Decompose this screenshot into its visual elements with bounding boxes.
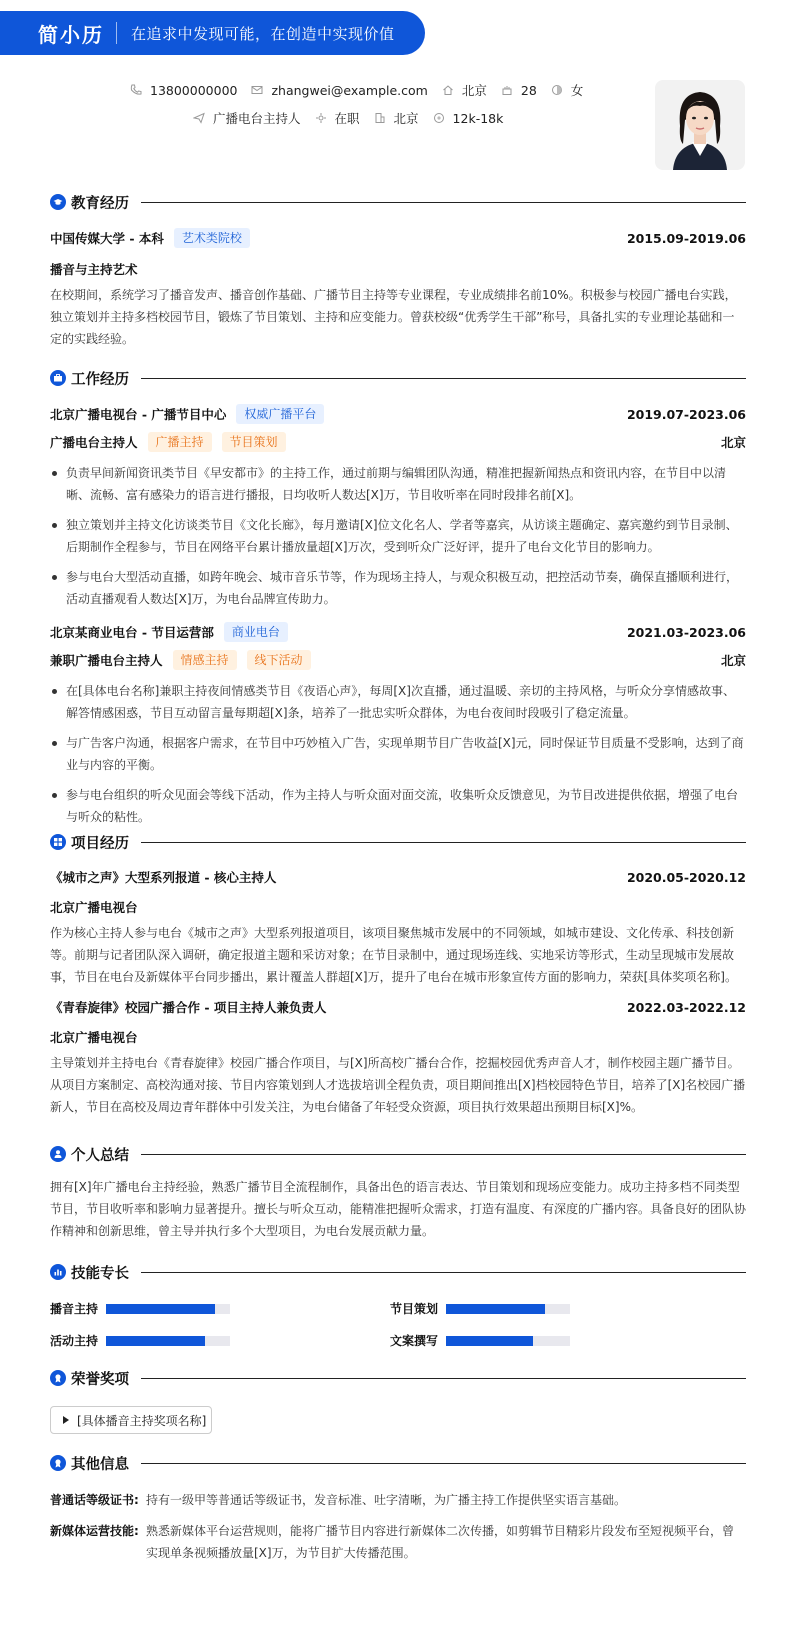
skill-bar (446, 1336, 570, 1346)
section-divider (141, 1463, 746, 1464)
education-entry-head (50, 228, 746, 248)
section-title: 个人总结 (71, 1147, 129, 1164)
building-icon (374, 112, 386, 124)
other-header (50, 1453, 746, 1473)
position-item (193, 109, 301, 127)
work-section (50, 368, 746, 836)
project-org (50, 1028, 746, 1046)
summary-header (50, 1144, 746, 1164)
role-tag: 情感主持 (173, 650, 237, 670)
project-desc: 作为核心主持人参与电台《城市之声》大型系列报道项目，该项目聚焦城市发展中的不同领域，如城市建设、文化传承、科技创新等。前期与记者团队深入调研，确定报道主题和采访对象；在节目录制中，通过现场连线、实地采访等形式，生动呈现城市发展故事，节目在电台及新媒体平台同步播出，累计覆盖人群超[X]万，提升了电台在城市形象宣传方面的影响力，荣获[具体奖项名称]。 (50, 926, 737, 984)
skill-bar-fill (446, 1304, 545, 1314)
project-head (50, 868, 746, 886)
chart-icon (50, 1264, 66, 1280)
awards-section (50, 1368, 746, 1388)
list-item: 与广告客户沟通，根据客户需求，在节目中巧妙植入广告，实现单期节目广告收益[X]元，同时保证节目质量不受影响，达到了商业与内容的平衡。 (50, 732, 746, 776)
gender-item (551, 81, 584, 99)
skill-bar (106, 1304, 230, 1314)
user-icon (50, 1146, 66, 1162)
role-tag: 节目策划 (222, 432, 286, 452)
education-section (50, 192, 746, 350)
skills-list (50, 1300, 610, 1360)
award-icon (50, 1455, 66, 1471)
skill-bar-fill (446, 1336, 533, 1346)
project-entry (50, 868, 746, 988)
slogan: 在追求中发现可能，在创造中实现价值 (131, 24, 395, 43)
section-divider (141, 1272, 746, 1273)
company-tag: 商业电台 (224, 622, 288, 642)
summary-section (50, 1144, 746, 1242)
role-tag: 广播主持 (148, 432, 212, 452)
skills-header (50, 1262, 746, 1282)
education-desc: 在校期间，系统学习了播音发声、播音创作基础、广播节目主持等专业课程，专业成绩排名前10%。积极参与校园广播电台实践，独立策划并主持多档校园节目，锻炼了节目策划、主持和应变能力。曾获校级“优秀学生干部”称号，具备扎实的专业理论基础和一定的实践经验。 (50, 288, 737, 346)
contact-row (130, 81, 597, 99)
other-label: 普通话等级证书: (50, 1493, 139, 1507)
school-name: 中国传媒大学 - 本科 (50, 231, 164, 246)
project-desc: 主导策划并主持电台《青春旋律》校园广播合作项目，与[X]所高校广播台合作，挖掘校园优秀声音人才，制作校园主题广播节目。从项目方案制定、高校沟通对接、节目内容策划到人才选拔培训全程负责，项目期间推出[X]档校园特色节目，培养了[X]名校园广播新人，节目在高校及周边青年群体中引发关注，为电台储备了年轻受众资源，项目执行效果超出预期目标[X]%。 (50, 1056, 746, 1114)
home-icon (442, 84, 454, 96)
skill-bar-fill (106, 1336, 205, 1346)
section-title: 荣誉奖项 (71, 1371, 129, 1388)
other-label: 新媒体运营技能: (50, 1524, 139, 1538)
role-name: 兼职广播电台主持人 (50, 653, 163, 668)
section-divider (141, 842, 746, 843)
briefcase-icon (50, 370, 66, 386)
project-org-text: 北京广播电视台 (50, 1030, 138, 1045)
section-title: 项目经历 (71, 835, 129, 852)
project-head (50, 998, 746, 1016)
triangle-bullet-icon (63, 1416, 69, 1424)
status-item (315, 109, 360, 127)
project-date: 2020.05-2020.12 (626, 869, 746, 885)
work-header (50, 368, 746, 388)
skill-bar (446, 1304, 570, 1314)
award-icon (50, 1370, 66, 1386)
send-icon (193, 112, 205, 124)
section-divider (141, 378, 746, 379)
brand-divider (116, 22, 117, 44)
city-text: 北京 (393, 111, 419, 126)
company-tag: 权威广播平台 (236, 404, 324, 424)
position-text: 广播电台主持人 (213, 111, 301, 126)
skill-item (390, 1332, 570, 1349)
project-entry (50, 998, 746, 1118)
list-item: 在[具体电台名称]兼职主持夜间情感类节目《夜语心声》，每周[X]次直播，通过温暖、亲切的主持风格，与听众分享情感故事、解答情感困惑，节目互动留言量每期超[X]条，培养了一批忠实听众群体，为电台夜间时段吸引了稳定流量。 (50, 680, 746, 724)
skill-item (50, 1300, 230, 1317)
job-head (50, 404, 746, 424)
skill-name: 播音主持 (50, 1302, 99, 1316)
role-row (50, 432, 746, 452)
job-date: 2021.03-2023.06 (626, 624, 746, 640)
age-icon (501, 84, 513, 96)
other-text: 熟悉新媒体平台运营规则，能将广播节目内容进行新媒体二次传播，如剪辑节目精彩片段发布至短视频平台，曾实现单条视频播放量[X]万，为节目扩大传播范围。 (146, 1524, 735, 1560)
location-text: 北京 (461, 83, 487, 98)
project-org (50, 898, 746, 916)
job-intent-row (193, 109, 517, 127)
major-name (50, 260, 746, 278)
project-date: 2022.03-2022.12 (626, 999, 746, 1015)
job-head (50, 622, 746, 642)
age-item (501, 83, 537, 98)
job-bullets (50, 680, 746, 828)
phone-item (130, 83, 237, 98)
grid-icon (50, 834, 66, 850)
phone-text: 13800000000 (150, 82, 238, 98)
job-city: 北京 (720, 435, 746, 450)
award-item[interactable] (50, 1406, 212, 1434)
email-text: zhangwei@example.com (271, 82, 428, 98)
skill-bar-fill (106, 1304, 215, 1314)
project-name: 《城市之声》大型系列报道 - 核心主持人 (50, 870, 277, 885)
projects-section (50, 832, 746, 1118)
avatar (655, 80, 745, 170)
skill-name: 节目策划 (390, 1302, 439, 1316)
brand-name: 简小历 (38, 22, 104, 47)
email-item (251, 83, 427, 98)
gender-text: 女 (570, 83, 584, 98)
skill-item (50, 1332, 230, 1349)
skills-section (50, 1262, 746, 1282)
section-divider (141, 202, 746, 203)
list-item: 参与电台组织的听众见面会等线下活动，作为主持人与听众面对面交流，收集听众反馈意见，为节目改进提供依据，增强了电台与听众的粘性。 (50, 784, 746, 828)
role-tag: 线下活动 (247, 650, 311, 670)
school-tag: 艺术类院校 (174, 228, 250, 248)
section-title: 技能专长 (71, 1265, 129, 1282)
other-text: 持有一级甲等普通话等级证书，发音标准、吐字清晰，为广播主持工作提供坚实语言基础。 (146, 1493, 627, 1507)
role-name: 广播电台主持人 (50, 435, 138, 450)
awards-header (50, 1368, 746, 1388)
section-divider (141, 1154, 746, 1155)
section-title: 其他信息 (71, 1456, 129, 1473)
skill-item (390, 1300, 570, 1317)
section-title: 教育经历 (71, 195, 129, 212)
job-entry (50, 404, 746, 610)
job-date: 2019.07-2023.06 (626, 406, 746, 422)
project-name: 《青春旋律》校园广播合作 - 项目主持人兼负责人 (50, 1000, 327, 1015)
company-name: 北京某商业电台 - 节目运营部 (50, 625, 214, 640)
other-item (50, 1489, 740, 1511)
job-entry (50, 622, 746, 828)
education-header (50, 192, 746, 212)
salary-text: 12k-18k (452, 110, 504, 126)
phone-icon (130, 84, 142, 96)
skill-name: 活动主持 (50, 1334, 99, 1348)
gender-icon (551, 84, 563, 96)
other-item (50, 1520, 740, 1564)
skill-bar (106, 1336, 230, 1346)
list-item: 独立策划并主持文化访谈类节目《文化长廊》，每月邀请[X]位文化名人、学者等嘉宾，从访谈主题确定、嘉宾邀约到节目录制、后期制作全程参与，节目在网络平台累计播放量超[X]万次，受到听众广泛好评，提升了电台文化节目的影响力。 (50, 514, 746, 558)
job-city: 北京 (720, 653, 746, 668)
role-row (50, 650, 746, 670)
mail-icon (251, 84, 263, 96)
job-bullets (50, 462, 746, 610)
header-bar (0, 11, 425, 55)
age-text: 28 (520, 82, 537, 98)
salary-icon (433, 112, 445, 124)
award-name: [具体播音主持奖项名称] (77, 1413, 207, 1428)
skill-name: 文案撰写 (390, 1334, 439, 1348)
salary-item (433, 111, 504, 126)
company-name: 北京广播电视台 - 广播节目中心 (50, 407, 227, 422)
list-item: 参与电台大型活动直播，如跨年晚会、城市音乐节等，作为现场主持人，与观众积极互动，把控活动节奏，确保直播顺利进行，活动直播观看人数达[X]万，为电台品牌宣传助力。 (50, 566, 746, 610)
major-text: 播音与主持艺术 (50, 262, 138, 277)
other-section (50, 1453, 746, 1473)
projects-header (50, 832, 746, 852)
project-org-text: 北京广播电视台 (50, 900, 138, 915)
location-item (442, 81, 487, 99)
education-date: 2015.09-2019.06 (626, 230, 746, 246)
summary-text: 拥有[X]年广播电台主持经验，熟悉广播节目全流程制作，具备出色的语言表达、节目策划和现场应变能力。成功主持多档不同类型节目，节目收听率和影响力显著提升。擅长与听众互动，能精准把握听众需求，打造有温度、有深度的广播内容。具备良好的团队协作精神和创新思维，曾主导并执行多个大型项目，为电台发展贡献力量。 (50, 1180, 747, 1238)
city-item (374, 109, 419, 127)
status-icon (315, 112, 327, 124)
graduation-icon (50, 194, 66, 210)
status-text: 在职 (334, 111, 360, 126)
section-divider (141, 1378, 746, 1379)
section-title: 工作经历 (71, 371, 129, 388)
list-item: 负责早间新闻资讯类节目《早安都市》的主持工作，通过前期与编辑团队沟通，精准把握新闻热点和资讯内容，在节目中以清晰、流畅、富有感染力的语言进行播报，日均收听人数达[X]万，节目收听率在同时段排名前[X]。 (50, 462, 746, 506)
